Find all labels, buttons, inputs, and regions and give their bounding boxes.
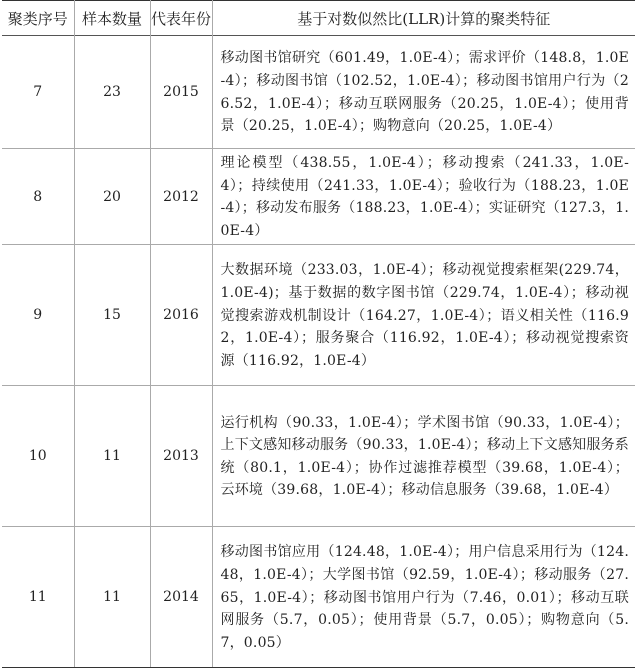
cell-features: 理论模型（438.55，1.0E-4）；移动搜索（241.33，1.0E-4）；持续使用（241.33，1.0E-4）；验收行为（188.23，1.0E-4）；移动发布服务（188.23，1.0E-4）；实证研究（127.3，1.0E-4） xyxy=(212,149,635,245)
header-representative-year: 代表年份 xyxy=(150,1,212,36)
cell-features: 移动图书馆应用（124.48，1.0E-4）；用户信息采用行为（124.48，1.0E-4）；大学图书馆（92.59，1.0E-4）；移动服务（27.65，1.0E-4）；移动图书馆用户行为（7.46，0.01）；移动互联网服务（5.7，0.05）；使用背景（5.7，0.05）；购物意向（5.7，0.05） xyxy=(212,527,635,668)
cluster-table xyxy=(2,0,635,668)
cell-year: 2015 xyxy=(150,36,212,149)
header-sample-count: 样本数量 xyxy=(74,1,150,36)
cell-features: 大数据环境（233.03，1.0E-4）；移动视觉搜索框架(229.74，1.0E-4)；基于数据的数字图书馆（229.74，1.0E-4）；移动视觉搜索游戏机制设计（164.27，1.0E-4）；语义相关性（116.92，1.0E-4）；服务聚合（116.92，1.0E-4）；移动视觉搜索资源（116.92，1.0E-4） xyxy=(212,245,635,386)
table-row xyxy=(2,386,635,527)
cell-cluster-id: 11 xyxy=(2,527,74,668)
cell-features: 移动图书馆研究（601.49，1.0E-4）；需求评价（148.8，1.0E-4）；移动图书馆（102.52，1.0E-4）；移动图书馆用户行为（26.52，1.0E-4）；移动互联网服务（20.25，1.0E-4）；使用背景（20.25，1.0E-4）；购物意向（20.25，1.0E-4） xyxy=(212,36,635,149)
cell-sample-count: 20 xyxy=(74,149,150,245)
cell-year: 2013 xyxy=(150,386,212,527)
header-cluster-id: 聚类序号 xyxy=(2,1,74,36)
cell-year: 2014 xyxy=(150,527,212,668)
table-row xyxy=(2,149,635,245)
table-header xyxy=(2,1,635,36)
header-row xyxy=(2,1,635,36)
cell-cluster-id: 7 xyxy=(2,36,74,149)
cell-sample-count: 11 xyxy=(74,386,150,527)
cell-cluster-id: 10 xyxy=(2,386,74,527)
cell-features: 运行机构（90.33，1.0E-4）；学术图书馆（90.33，1.0E-4）；上下文感知移动服务（90.33，1.0E-4）；移动上下文感知服务系统（80.1，1.0E-4）；协作过滤推荐模型（39.68，1.0E-4）；云环境（39.68，1.0E-4）；移动信息服务（39.68，1.0E-4） xyxy=(212,386,635,527)
cell-year: 2012 xyxy=(150,149,212,245)
cell-year: 2016 xyxy=(150,245,212,386)
table-row xyxy=(2,527,635,668)
cell-sample-count: 15 xyxy=(74,245,150,386)
table-body xyxy=(2,36,635,668)
cell-cluster-id: 9 xyxy=(2,245,74,386)
cell-cluster-id: 8 xyxy=(2,149,74,245)
cell-sample-count: 23 xyxy=(74,36,150,149)
table-row xyxy=(2,36,635,149)
header-cluster-features: 基于对数似然比(LLR)计算的聚类特征 xyxy=(297,9,551,28)
table-row xyxy=(2,245,635,386)
cell-sample-count: 11 xyxy=(74,527,150,668)
